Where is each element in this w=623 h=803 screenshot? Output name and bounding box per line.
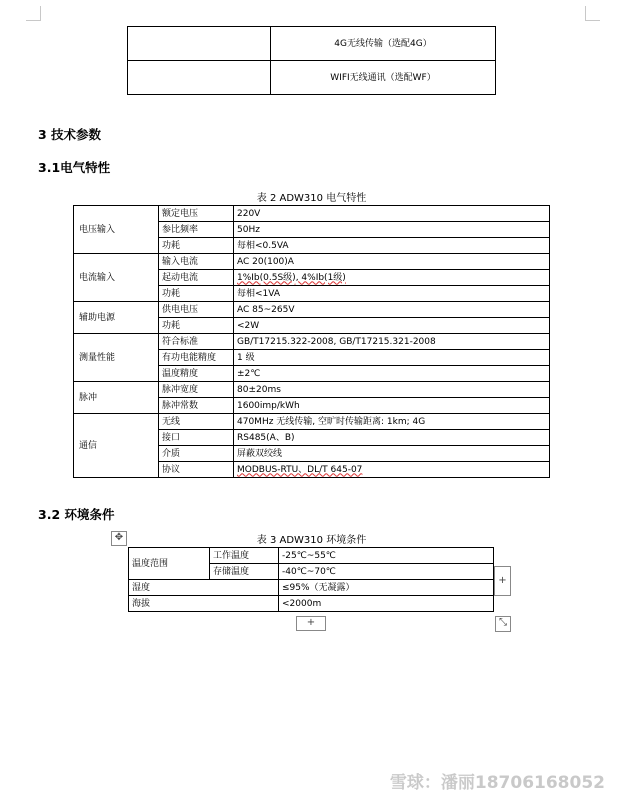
section-heading-3: 3 技术参数 bbox=[38, 127, 102, 142]
param-value: -25℃~55℃ bbox=[279, 548, 494, 564]
param-label: 功耗 bbox=[159, 318, 234, 334]
page-corner-mark-left bbox=[26, 6, 41, 21]
param-value: ≤95%（无凝露） bbox=[279, 580, 494, 596]
param-value bbox=[234, 462, 550, 478]
table-cell bbox=[128, 61, 271, 95]
param-value: AC 85~265V bbox=[234, 302, 550, 318]
param-label: 脉冲常数 bbox=[159, 398, 234, 414]
group-measurement: 测量性能 bbox=[74, 334, 159, 382]
group-aux-power: 辅助电源 bbox=[74, 302, 159, 334]
param-label: 湿度 bbox=[129, 580, 279, 596]
param-value-text: 1%Ib(0.5S级), 4%Ib(1级) bbox=[237, 272, 346, 283]
param-value: 80±20ms bbox=[234, 382, 550, 398]
param-value: AC 20(100)A bbox=[234, 254, 550, 270]
param-label: 工作温度 bbox=[210, 548, 279, 564]
param-label: 输入电流 bbox=[159, 254, 234, 270]
param-label: 功耗 bbox=[159, 238, 234, 254]
param-value: 50Hz bbox=[234, 222, 550, 238]
param-label: 供电电压 bbox=[159, 302, 234, 318]
param-value: 1600imp/kWh bbox=[234, 398, 550, 414]
table-3-caption: 表 3 ADW310 环境条件 bbox=[256, 535, 367, 546]
param-value: RS485(A、B) bbox=[234, 430, 550, 446]
param-label: 接口 bbox=[159, 430, 234, 446]
param-label: 温度精度 bbox=[159, 366, 234, 382]
table-cell bbox=[128, 27, 271, 61]
param-value: 每相<0.5VA bbox=[234, 238, 550, 254]
table-2-caption: 表 2 ADW310 电气特性 bbox=[256, 193, 367, 204]
watermark: 雪球：潘丽18706168052 bbox=[389, 773, 605, 793]
page-corner-mark-right bbox=[585, 6, 600, 21]
section-heading-3-1: 3.1电气特性 bbox=[38, 160, 111, 175]
param-value-text: MODBUS-RTU、DL/T 645-07 bbox=[237, 464, 363, 475]
param-label: 功耗 bbox=[159, 286, 234, 302]
add-row-button[interactable]: + bbox=[296, 616, 326, 631]
table-cell: WIFI无线通讯（选配WF） bbox=[271, 61, 496, 95]
param-value: 220V bbox=[234, 206, 550, 222]
param-value: GB/T17215.322-2008, GB/T17215.321-2008 bbox=[234, 334, 550, 350]
param-value: ±2℃ bbox=[234, 366, 550, 382]
param-label: 脉冲宽度 bbox=[159, 382, 234, 398]
param-value: <2W bbox=[234, 318, 550, 334]
group-pulse: 脉冲 bbox=[74, 382, 159, 414]
table-cell: 4G无线传输（选配4G） bbox=[271, 27, 496, 61]
table-move-handle-icon[interactable]: ✥ bbox=[111, 531, 127, 546]
electrical-spec-table bbox=[73, 205, 550, 478]
param-value bbox=[234, 270, 550, 286]
group-temp-range: 温度范围 bbox=[129, 548, 210, 580]
param-label: 无线 bbox=[159, 414, 234, 430]
param-label: 参比频率 bbox=[159, 222, 234, 238]
param-label: 起动电流 bbox=[159, 270, 234, 286]
comm-options-table bbox=[127, 26, 496, 95]
param-label: 有功电能精度 bbox=[159, 350, 234, 366]
param-label: 符合标准 bbox=[159, 334, 234, 350]
environment-table bbox=[128, 547, 494, 612]
param-value: 屏蔽双绞线 bbox=[234, 446, 550, 462]
param-label: 协议 bbox=[159, 462, 234, 478]
param-label: 介质 bbox=[159, 446, 234, 462]
add-column-button[interactable]: + bbox=[494, 566, 511, 596]
param-value: 1 级 bbox=[234, 350, 550, 366]
param-label: 海拔 bbox=[129, 596, 279, 612]
section-heading-3-2: 3.2 环境条件 bbox=[38, 507, 115, 522]
group-communication: 通信 bbox=[74, 414, 159, 478]
group-current-input: 电流输入 bbox=[74, 254, 159, 302]
group-voltage-input: 电压输入 bbox=[74, 206, 159, 254]
param-value: 470MHz 无线传输, 空旷时传输距离: 1km; 4G bbox=[234, 414, 550, 430]
table-resize-handle-icon[interactable]: ⤡ bbox=[495, 616, 511, 632]
param-value: -40℃~70℃ bbox=[279, 564, 494, 580]
param-value: <2000m bbox=[279, 596, 494, 612]
param-value: 每相<1VA bbox=[234, 286, 550, 302]
param-label: 存储温度 bbox=[210, 564, 279, 580]
param-label: 额定电压 bbox=[159, 206, 234, 222]
